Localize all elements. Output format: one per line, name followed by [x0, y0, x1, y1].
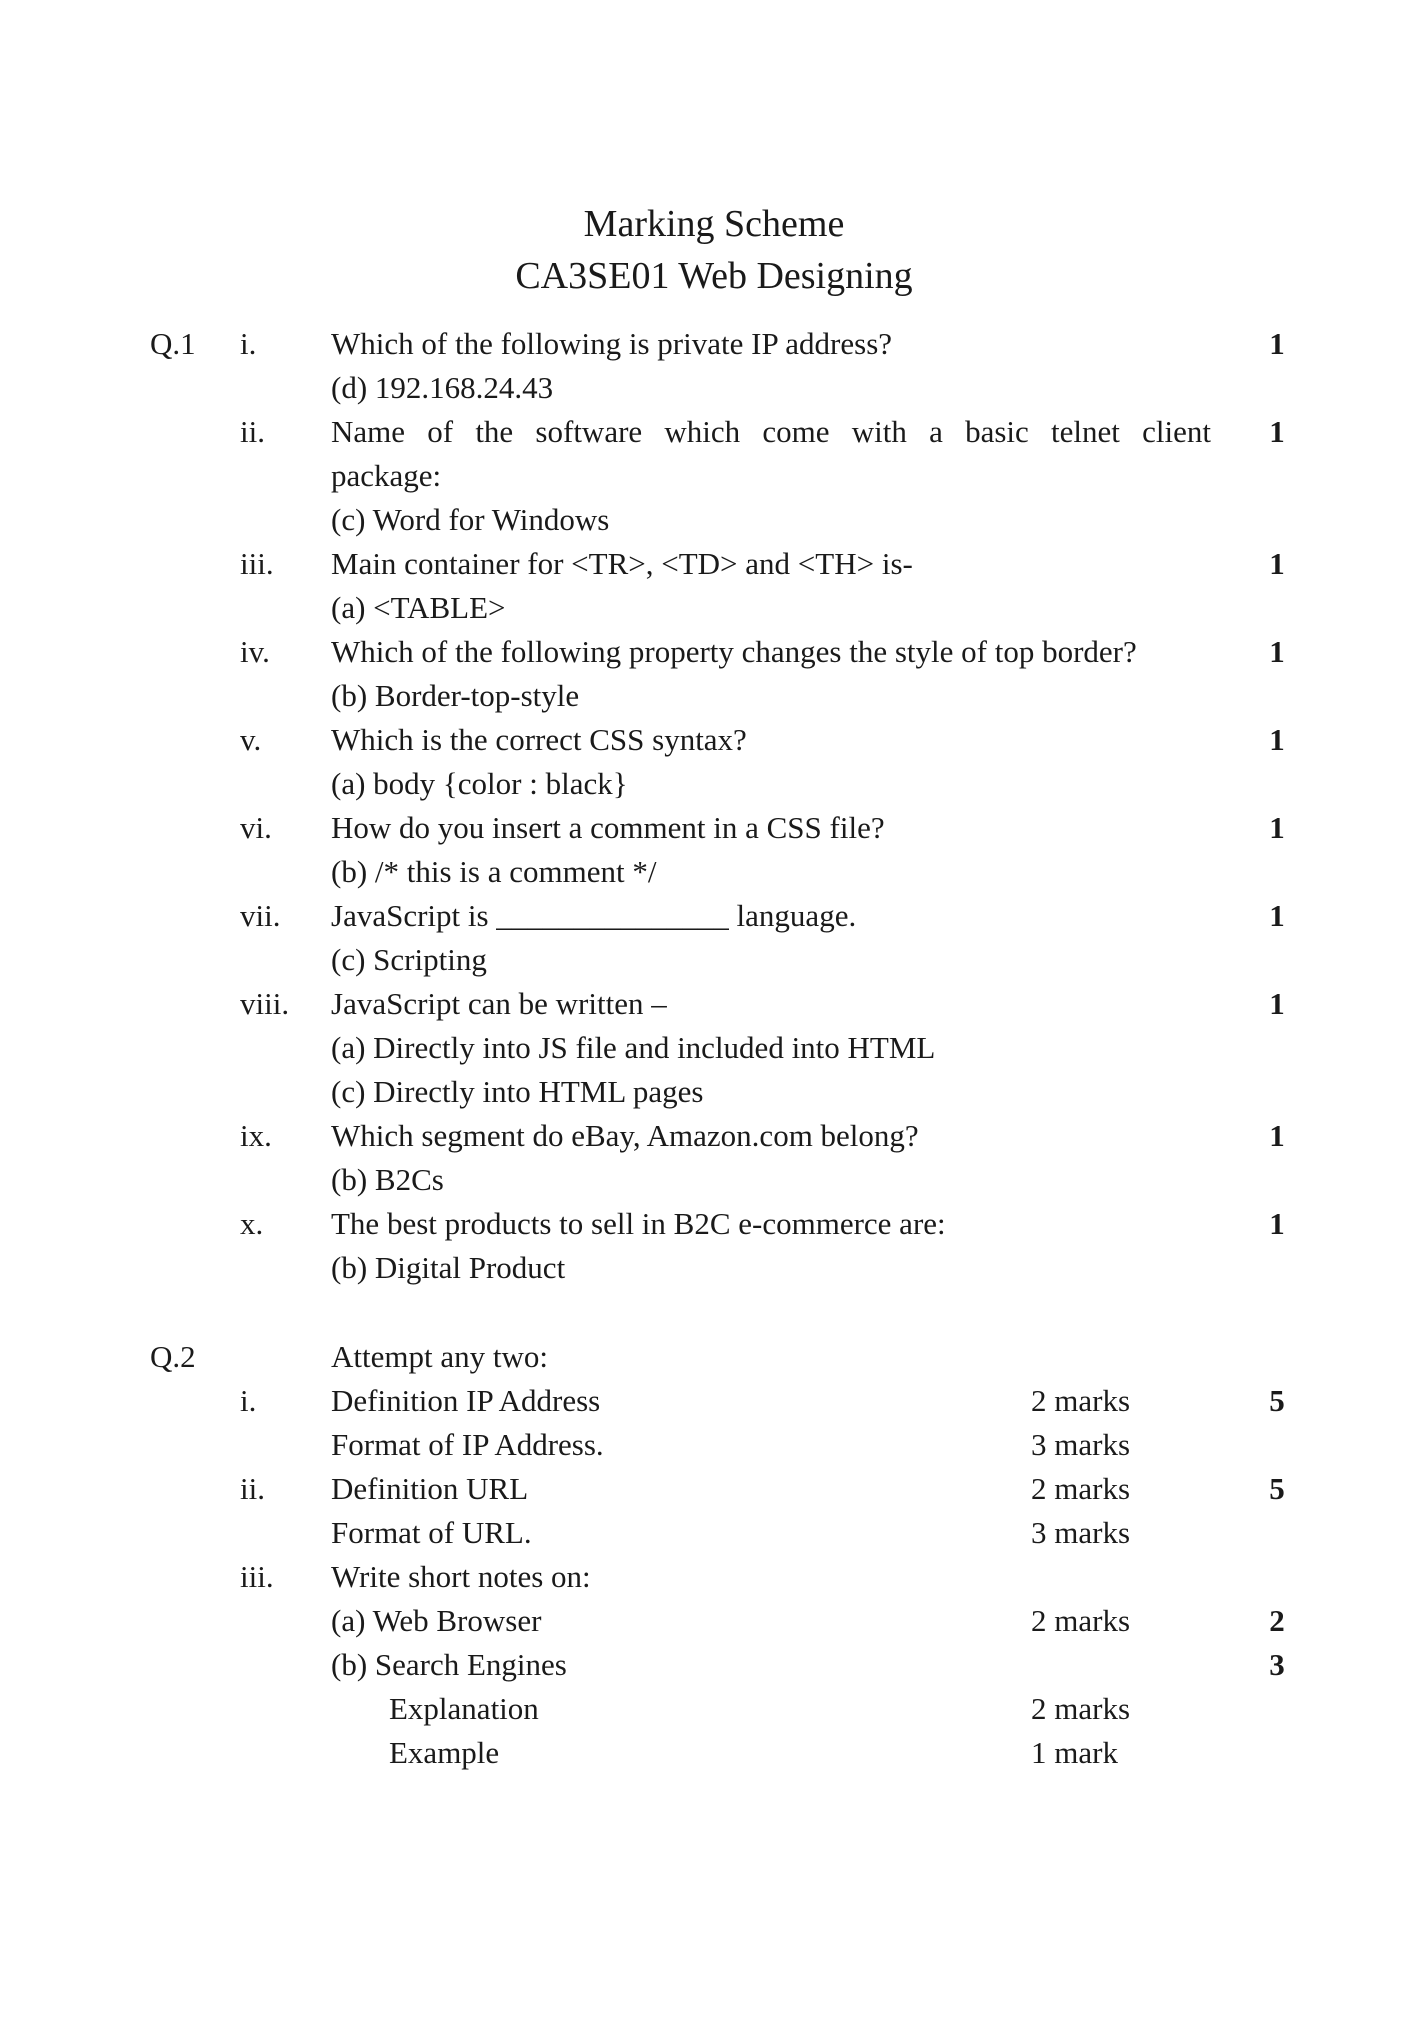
q1-item-5-answer: (a) body {color : black} [331, 766, 628, 801]
q1-item-7-answer-row [0, 938, 1428, 982]
q1-item-2-question-line1: Name of the software which come with a basic telnet client [331, 414, 1211, 449]
q2-item-1-line2: Format of IP Address. [331, 1427, 604, 1462]
q1-item-7-answer: (c) Scripting [331, 942, 487, 977]
q1-item-6-question-row [0, 806, 1428, 850]
q1-item-5-marks: 1 [1269, 722, 1285, 757]
q1-item-6-answer-row [0, 850, 1428, 894]
q1-item-1-marks: 1 [1269, 326, 1285, 361]
q1-item-8-question: JavaScript can be written – [331, 986, 667, 1021]
q2-item-2-row2 [0, 1511, 1428, 1555]
q2-item-2-line1-submarks: 2 marks [1031, 1471, 1131, 1506]
q1-item-9-question: Which segment do eBay, Amazon.com belong? [331, 1118, 919, 1153]
q2-item-3-part-a-row [0, 1599, 1428, 1643]
q2-item-3-part-b: (b) Search Engines [331, 1647, 567, 1682]
q2-item-3-heading: Write short notes on: [331, 1559, 591, 1594]
q1-item-9-answer: (b) B2Cs [331, 1162, 444, 1197]
q1-item-2-answer: (c) Word for Windows [331, 502, 610, 537]
q1-item-3-question: Main container for <TR>, <TD> and <TH> is- [331, 546, 913, 581]
q2-item-3-part-a-marks: 2 [1269, 1603, 1285, 1638]
q1-item-6-question: How do you insert a comment in a CSS file? [331, 810, 885, 845]
q2-item-1-line1-submarks: 2 marks [1031, 1383, 1131, 1418]
q1-item-2-question-line2: package: [331, 458, 442, 493]
q1-item-5-question: Which is the correct CSS syntax? [331, 722, 747, 757]
q2-item-1-row2 [0, 1423, 1428, 1467]
q1-item-6-marks: 1 [1269, 810, 1285, 845]
q1-item-10-answer: (b) Digital Product [331, 1250, 566, 1285]
q1-item-10-question: The best products to sell in B2C e-commerce are: [331, 1206, 946, 1241]
q2-item-1-row1 [0, 1379, 1428, 1423]
q2-instruction-row [0, 1335, 1428, 1379]
q1-item-7-number: vii. [240, 898, 281, 933]
q2-item-3-part-b-example: Example [389, 1735, 500, 1770]
q1-item-8-answer2: (c) Directly into HTML pages [331, 1074, 704, 1109]
q1-item-4-number: iv. [240, 634, 270, 669]
q2-item-3-part-b-explanation-row [0, 1687, 1428, 1731]
q1-item-8-number: viii. [240, 986, 290, 1021]
q1-item-8-question-row [0, 982, 1428, 1026]
document-subtitle: CA3SE01 Web Designing [515, 255, 913, 297]
q2-item-1-number: i. [240, 1383, 257, 1418]
q2-item-3-part-b-example-row [0, 1731, 1428, 1775]
q1-item-2-question-row2 [0, 454, 1428, 498]
q1-item-2-number: ii. [240, 414, 265, 449]
q1-item-1-question: Which of the following is private IP address? [331, 326, 893, 361]
q1-item-9-question-row [0, 1114, 1428, 1158]
q1-item-1-question-row [0, 322, 1428, 366]
q1-item-4-answer: (b) Border-top-style [331, 678, 580, 713]
q1-item-8-marks: 1 [1269, 986, 1285, 1021]
q1-item-7-marks: 1 [1269, 898, 1285, 933]
q2-item-3-part-b-row [0, 1643, 1428, 1687]
q1-item-2-question-row [0, 410, 1428, 454]
q2-item-3-part-b-explanation-submarks: 2 marks [1031, 1691, 1131, 1726]
q1-item-8-answer: (a) Directly into JS file and included into HTML [331, 1030, 936, 1065]
q1-item-4-answer-row [0, 674, 1428, 718]
q1-item-5-number: v. [240, 722, 262, 757]
q1-item-3-number: iii. [240, 546, 274, 581]
q2-item-3-heading-row [0, 1555, 1428, 1599]
document-title: Marking Scheme [583, 203, 845, 245]
q1-item-3-marks: 1 [1269, 546, 1285, 581]
q1-item-10-answer-row [0, 1246, 1428, 1290]
q1-item-1-answer-row [0, 366, 1428, 410]
q1-item-4-question-row [0, 630, 1428, 674]
q1-item-3-question-row [0, 542, 1428, 586]
q1-item-6-answer: (b) /* this is a comment */ [331, 854, 657, 889]
q2-item-3-part-b-example-submarks: 1 mark [1031, 1735, 1118, 1770]
q2-item-3-part-b-marks: 3 [1269, 1647, 1285, 1682]
q1-item-7-question-row [0, 894, 1428, 938]
q1-item-3-answer: (a) <TABLE> [331, 590, 506, 625]
q2-item-2-number: ii. [240, 1471, 265, 1506]
q2-item-3-part-a-submarks: 2 marks [1031, 1603, 1131, 1638]
q1-item-1-number: i. [240, 326, 257, 361]
q1-item-9-marks: 1 [1269, 1118, 1285, 1153]
q1-item-1-answer: (d) 192.168.24.43 [331, 370, 554, 405]
q1-item-8-answer2-row [0, 1070, 1428, 1114]
q1-item-5-question-row [0, 718, 1428, 762]
q2-item-3-part-b-explanation: Explanation [389, 1691, 539, 1726]
q2-label: Q.2 [150, 1339, 196, 1374]
q1-item-2-marks: 1 [1269, 414, 1285, 449]
q1-item-3-answer-row [0, 586, 1428, 630]
q1-item-4-marks: 1 [1269, 634, 1285, 669]
q1-item-4-question: Which of the following property changes the style of top border? [331, 634, 1137, 669]
q2-item-2-marks: 5 [1269, 1471, 1285, 1506]
q1-item-5-answer-row [0, 762, 1428, 806]
q2-item-3-number: iii. [240, 1559, 274, 1594]
q2-item-1-marks: 5 [1269, 1383, 1285, 1418]
q1-item-9-answer-row [0, 1158, 1428, 1202]
q2-item-2-line2: Format of URL. [331, 1515, 532, 1550]
q2-item-2-line1: Definition URL [331, 1471, 529, 1506]
q1-item-7-question: JavaScript is _______________ language. [331, 898, 857, 933]
q2-item-1-line1: Definition IP Address [331, 1383, 601, 1418]
q2-item-1-line2-submarks: 3 marks [1031, 1427, 1131, 1462]
q2-item-2-row1 [0, 1467, 1428, 1511]
q1-item-10-question-row [0, 1202, 1428, 1246]
q1-item-6-number: vi. [240, 810, 272, 845]
q1-label: Q.1 [150, 326, 196, 361]
q2-instruction: Attempt any two: [331, 1339, 548, 1374]
q1-item-10-number: x. [240, 1206, 264, 1241]
q1-item-10-marks: 1 [1269, 1206, 1285, 1241]
q1-item-8-answer-row [0, 1026, 1428, 1070]
q1-item-2-answer-row [0, 498, 1428, 542]
q1-item-9-number: ix. [240, 1118, 272, 1153]
q2-item-2-line2-submarks: 3 marks [1031, 1515, 1131, 1550]
q2-item-3-part-a: (a) Web Browser [331, 1603, 542, 1638]
